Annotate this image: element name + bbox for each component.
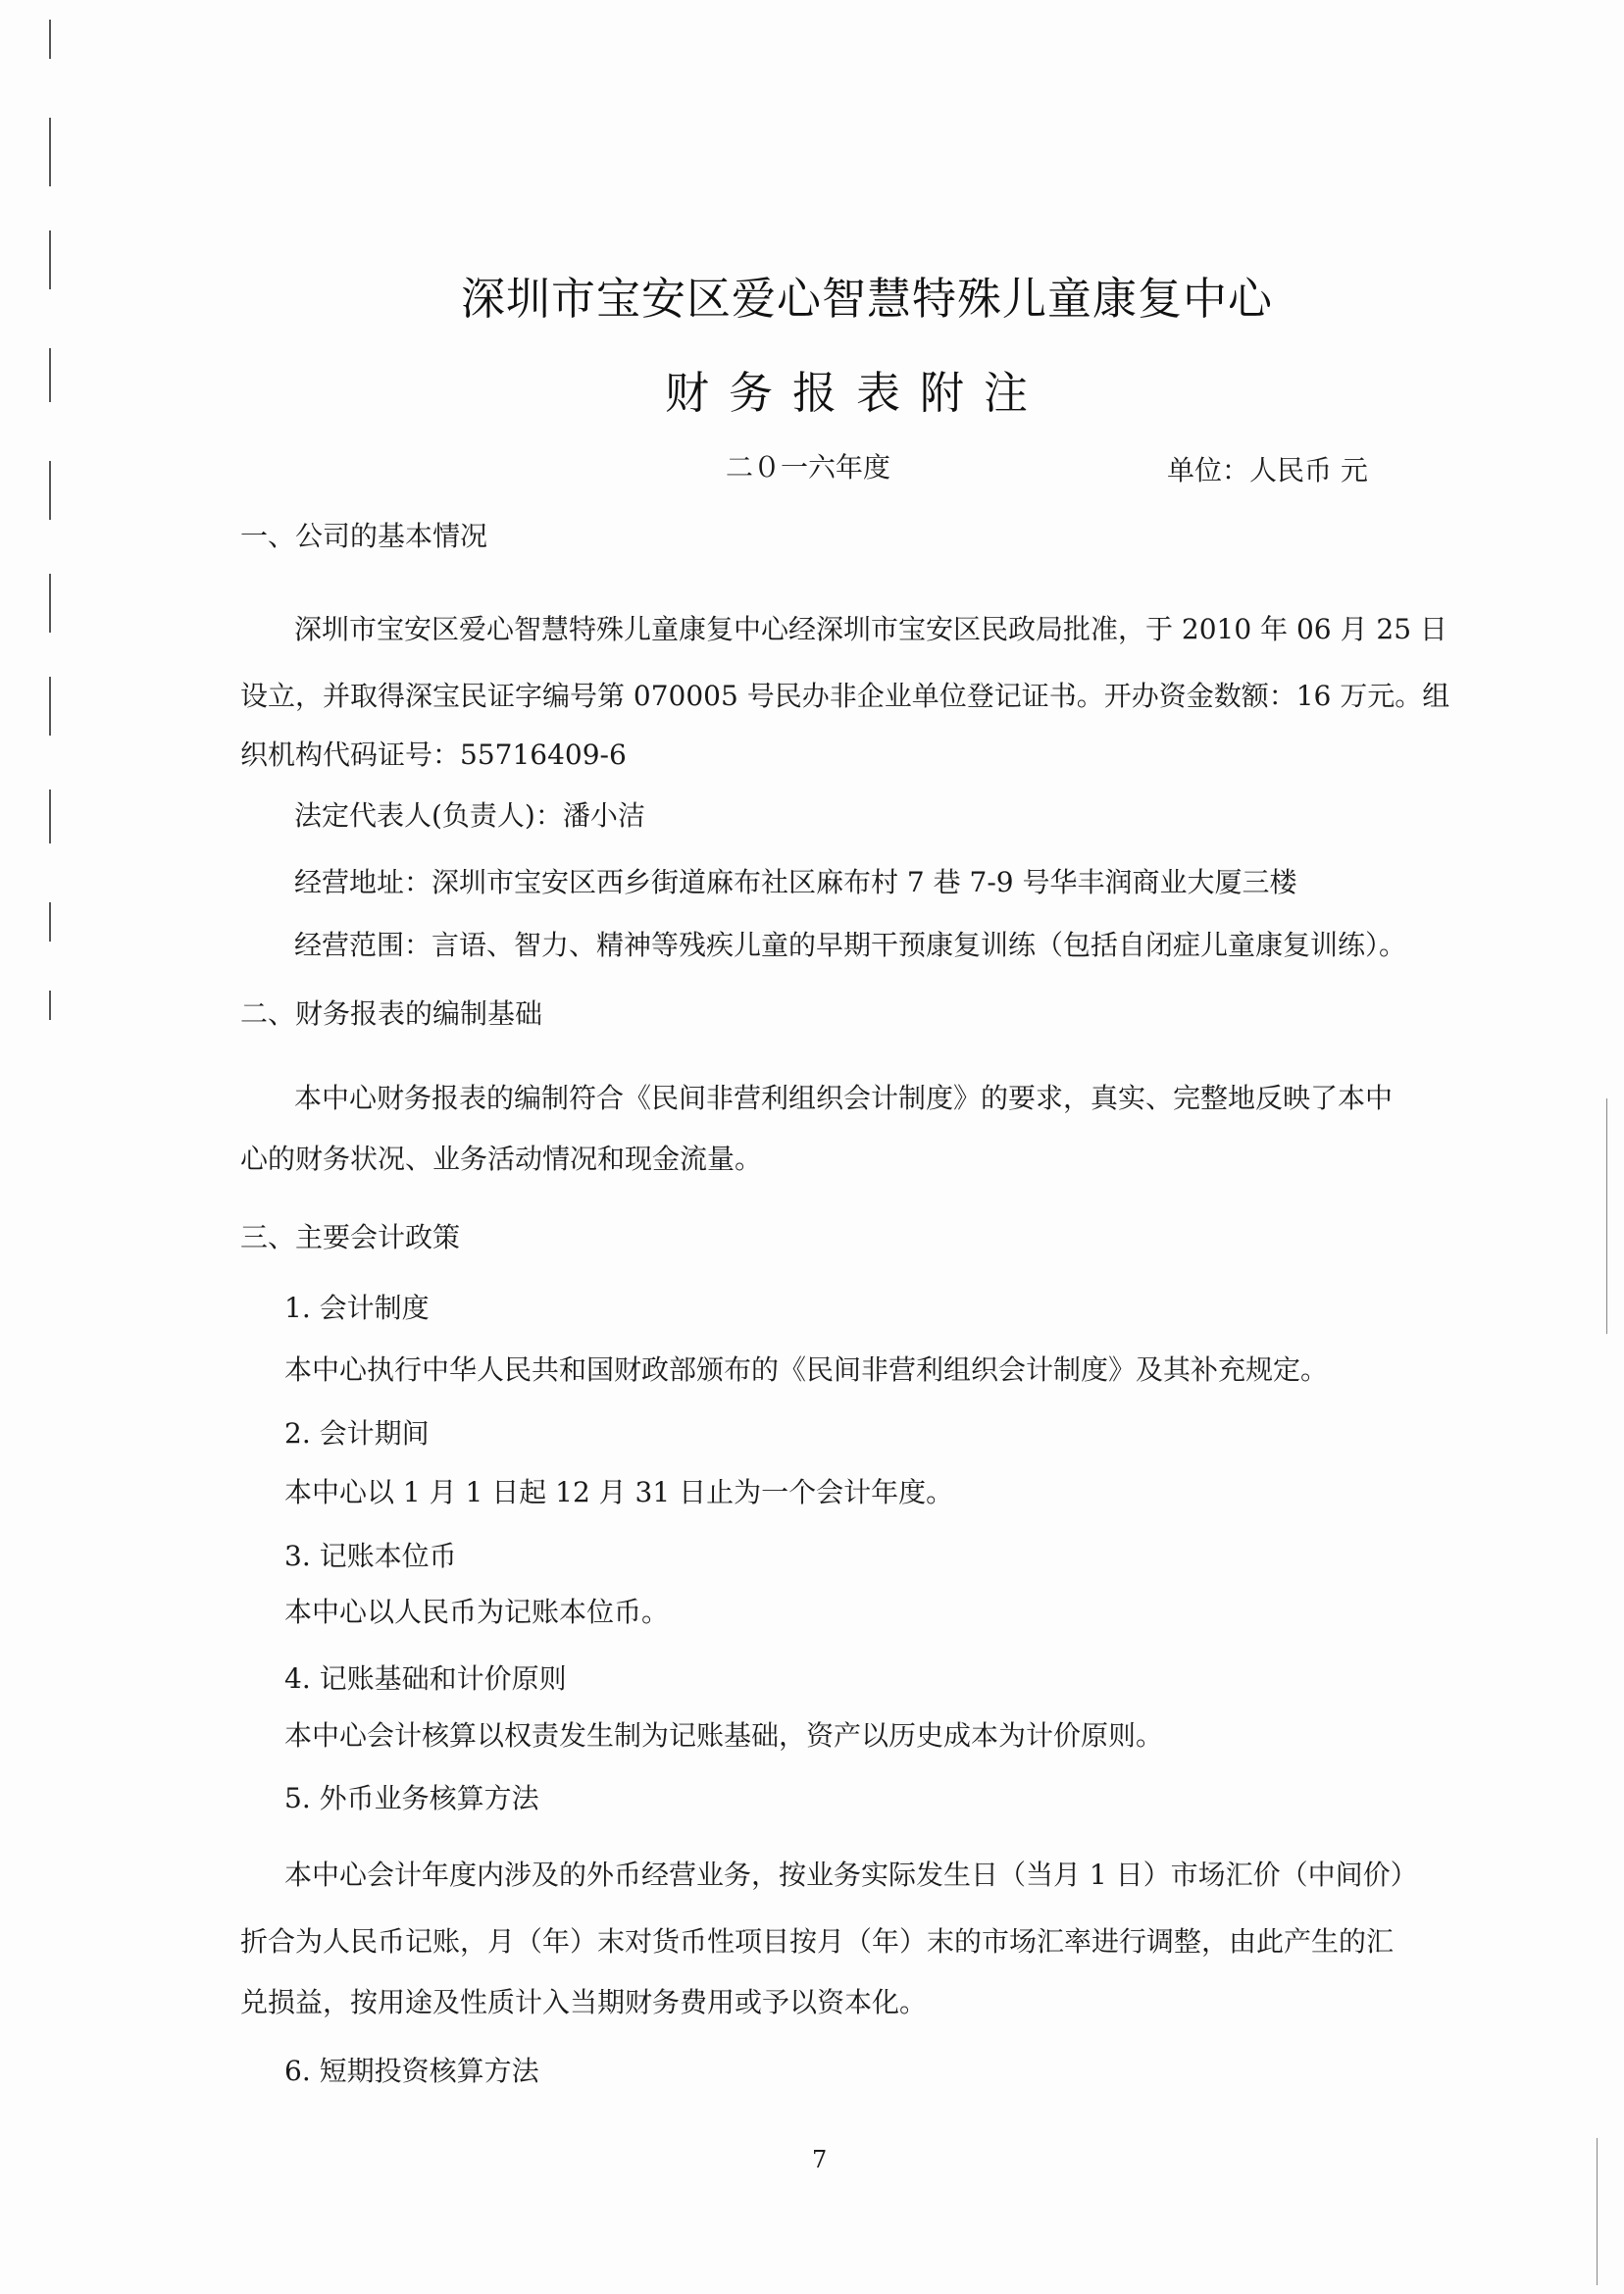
scan-artifact xyxy=(49,118,51,186)
policy-item-title: 3. 记账本位币 xyxy=(284,1540,457,1572)
scan-artifact xyxy=(49,574,51,633)
policy-item-body: 本中心以人民币为记账本位币。 xyxy=(284,1596,670,1628)
paragraph-line: 织机构代码证号：55716409-6 xyxy=(240,739,627,771)
policy-item-body: 兑损益，按用途及性质计入当期财务费用或予以资本化。 xyxy=(240,1986,928,2018)
section-heading: 一、公司的基本情况 xyxy=(240,520,488,552)
legal-representative: 法定代表人(负责人)：潘小洁 xyxy=(294,799,645,832)
policy-item-title: 5. 外币业务核算方法 xyxy=(284,1782,539,1814)
scan-artifact xyxy=(1606,1098,1607,1334)
document-title: 深圳市宝安区爱心智慧特殊儿童康复中心 xyxy=(461,273,1274,325)
policy-item-body: 本中心会计年度内涉及的外币经营业务，按业务实际发生日（当月 1 日）市场汇价（中间价） xyxy=(284,1859,1418,1891)
policy-item-title: 4. 记账基础和计价原则 xyxy=(284,1662,567,1695)
paragraph-line: 心的财务状况、业务活动情况和现金流量。 xyxy=(240,1143,763,1175)
paragraph-line: 本中心财务报表的编制符合《民间非营利组织会计制度》的要求，真实、完整地反映了本中 xyxy=(294,1082,1394,1114)
business-scope: 经营范围：言语、智力、精神等残疾儿童的早期干预康复训练（包括自闭症儿童康复训练）。 xyxy=(294,929,1407,961)
policy-item-title: 6. 短期投资核算方法 xyxy=(284,2055,539,2087)
policy-item-body: 本中心以 1 月 1 日起 12 月 31 日止为一个会计年度。 xyxy=(284,1476,954,1508)
policy-item-body: 本中心执行中华人民共和国财政部颁布的《民间非营利组织会计制度》及其补充规定。 xyxy=(284,1353,1329,1386)
scan-artifact xyxy=(49,677,51,736)
section-heading: 二、财务报表的编制基础 xyxy=(240,997,543,1030)
page-number: 7 xyxy=(812,2146,828,2173)
document-subtitle: 财务报表附注 xyxy=(665,367,1048,419)
currency-unit: 单位：人民币 元 xyxy=(1167,454,1368,486)
section-heading: 三、主要会计政策 xyxy=(240,1221,461,1253)
scan-artifact xyxy=(49,461,51,520)
scan-artifact xyxy=(1597,2138,1598,2285)
scan-artifact xyxy=(49,230,51,289)
scan-artifact xyxy=(49,790,51,843)
policy-item-title: 1. 会计制度 xyxy=(284,1292,430,1324)
scan-artifact xyxy=(49,20,51,59)
paragraph-line: 深圳市宝安区爱心智慧特殊儿童康复中心经深圳市宝安区民政局批准，于 2010 年 06 月 25 日 xyxy=(294,613,1447,645)
scan-artifact xyxy=(49,348,51,402)
policy-item-title: 2. 会计期间 xyxy=(284,1417,430,1450)
policy-item-body: 本中心会计核算以权责发生制为记账基础，资产以历史成本为计价原则。 xyxy=(284,1719,1164,1752)
business-address: 经营地址：深圳市宝安区西乡街道麻布社区麻布村 7 巷 7-9 号华丰润商业大厦三楼 xyxy=(294,866,1297,898)
paragraph-line: 设立，并取得深宝民证字编号第 070005 号民办非企业单位登记证书。开办资金数额：16 万元。组 xyxy=(240,680,1450,712)
scan-artifact xyxy=(49,902,51,942)
scan-artifact xyxy=(49,991,51,1020)
policy-item-body: 折合为人民币记账，月（年）末对货币性项目按月（年）末的市场汇率进行调整，由此产生的汇 xyxy=(240,1925,1395,1958)
report-year: 二０一六年度 xyxy=(726,451,891,484)
